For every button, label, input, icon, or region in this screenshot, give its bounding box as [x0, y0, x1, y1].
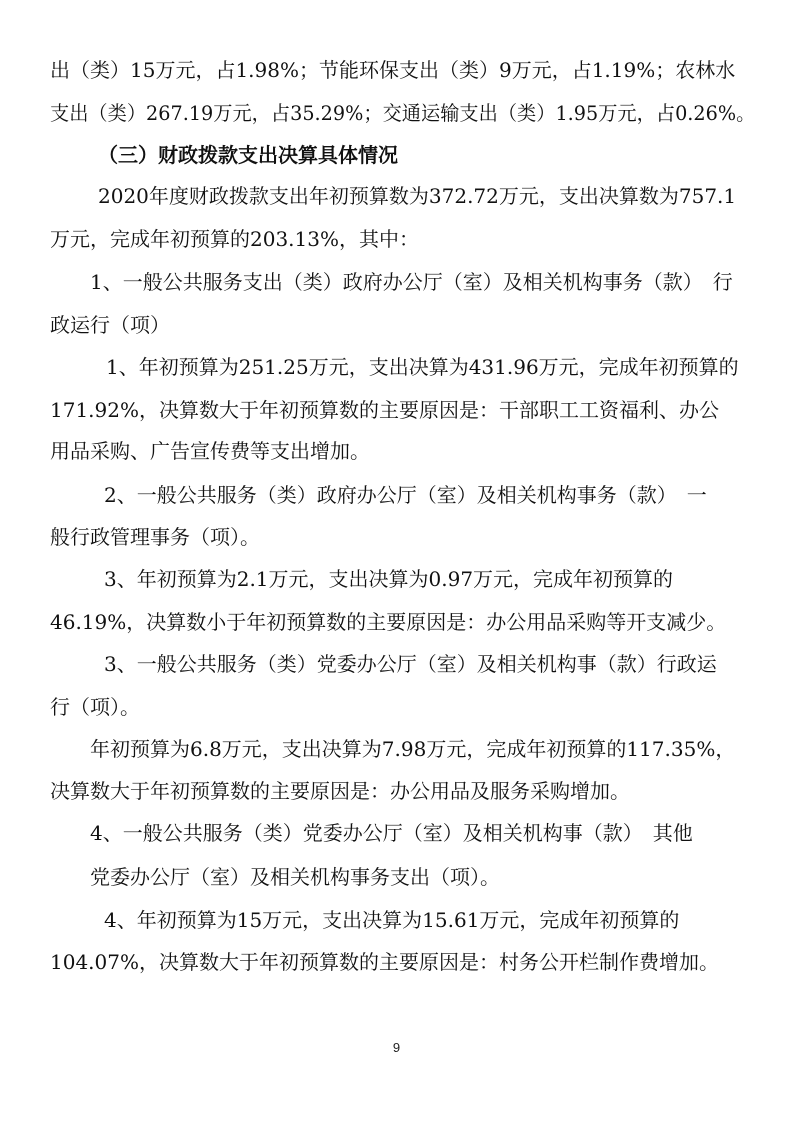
text-line: 年初预算为6.8万元，支出决算为7.98万元，完成年初预算的117.35%，	[90, 737, 736, 761]
text-line: 104.07%，决算数大于年初预算数的主要原因是：村务公开栏制作费增加。	[50, 950, 719, 974]
section-heading: （三）财政拨款支出决算具体情况	[98, 143, 398, 167]
text-line: 3、年初预算为2.1万元，支出决算为0.97万元，完成年初预算的	[104, 567, 674, 591]
text-line: 政运行（项）	[50, 313, 170, 337]
text-line: 1、年初预算为251.25万元，支出决算为431.96万元，完成年初预算的	[106, 355, 739, 379]
text-line: 1、一般公共服务支出（类）政府办公厅（室）及相关机构事务（款） 行	[90, 270, 733, 294]
text-line: 46.19%，决算数小于年初预算数的主要原因是：办公用品采购等开支减少。	[50, 610, 727, 634]
text-line: 3、一般公共服务（类）党委办公厅（室）及相关机构事（款）行政运	[104, 652, 717, 676]
text-line: 2020年度财政拨款支出年初预算数为372.72万元，支出决算数为757.1	[98, 184, 737, 208]
text-line: 171.92%，决算数大于年初预算数的主要原因是：干部职工工资福利、办公	[50, 398, 719, 422]
text-line: 4、年初预算为15万元，支出决算为15.61万元，完成年初预算的	[104, 908, 680, 932]
text-line: 党委办公厅（室）及相关机构事务支出（项）。	[90, 865, 500, 889]
text-line: 2、一般公共服务（类）政府办公厅（室）及相关机构事务（款） 一	[104, 483, 707, 507]
text-line: 4、一般公共服务（类）党委办公厅（室）及相关机构事（款） 其他	[90, 821, 693, 845]
page-number: 9	[392, 1040, 401, 1055]
text-line: 支出（类）267.19万元，占35.29%；交通运输支出（类）1.95万元，占0.26%。	[50, 101, 756, 125]
text-line: 行（项）。	[50, 695, 140, 719]
text-line: 万元，完成年初预算的203.13%，其中：	[50, 227, 419, 251]
text-line: 用品采购、广告宣传费等支出增加。	[50, 439, 370, 463]
text-line: 决算数大于年初预算数的主要原因是：办公用品及服务采购增加。	[50, 779, 630, 803]
text-line: 出（类）15万元，占1.98%；节能环保支出（类）9万元，占1.19%；农林水	[50, 58, 736, 82]
text-line: 般行政管理事务（项）。	[50, 525, 260, 549]
